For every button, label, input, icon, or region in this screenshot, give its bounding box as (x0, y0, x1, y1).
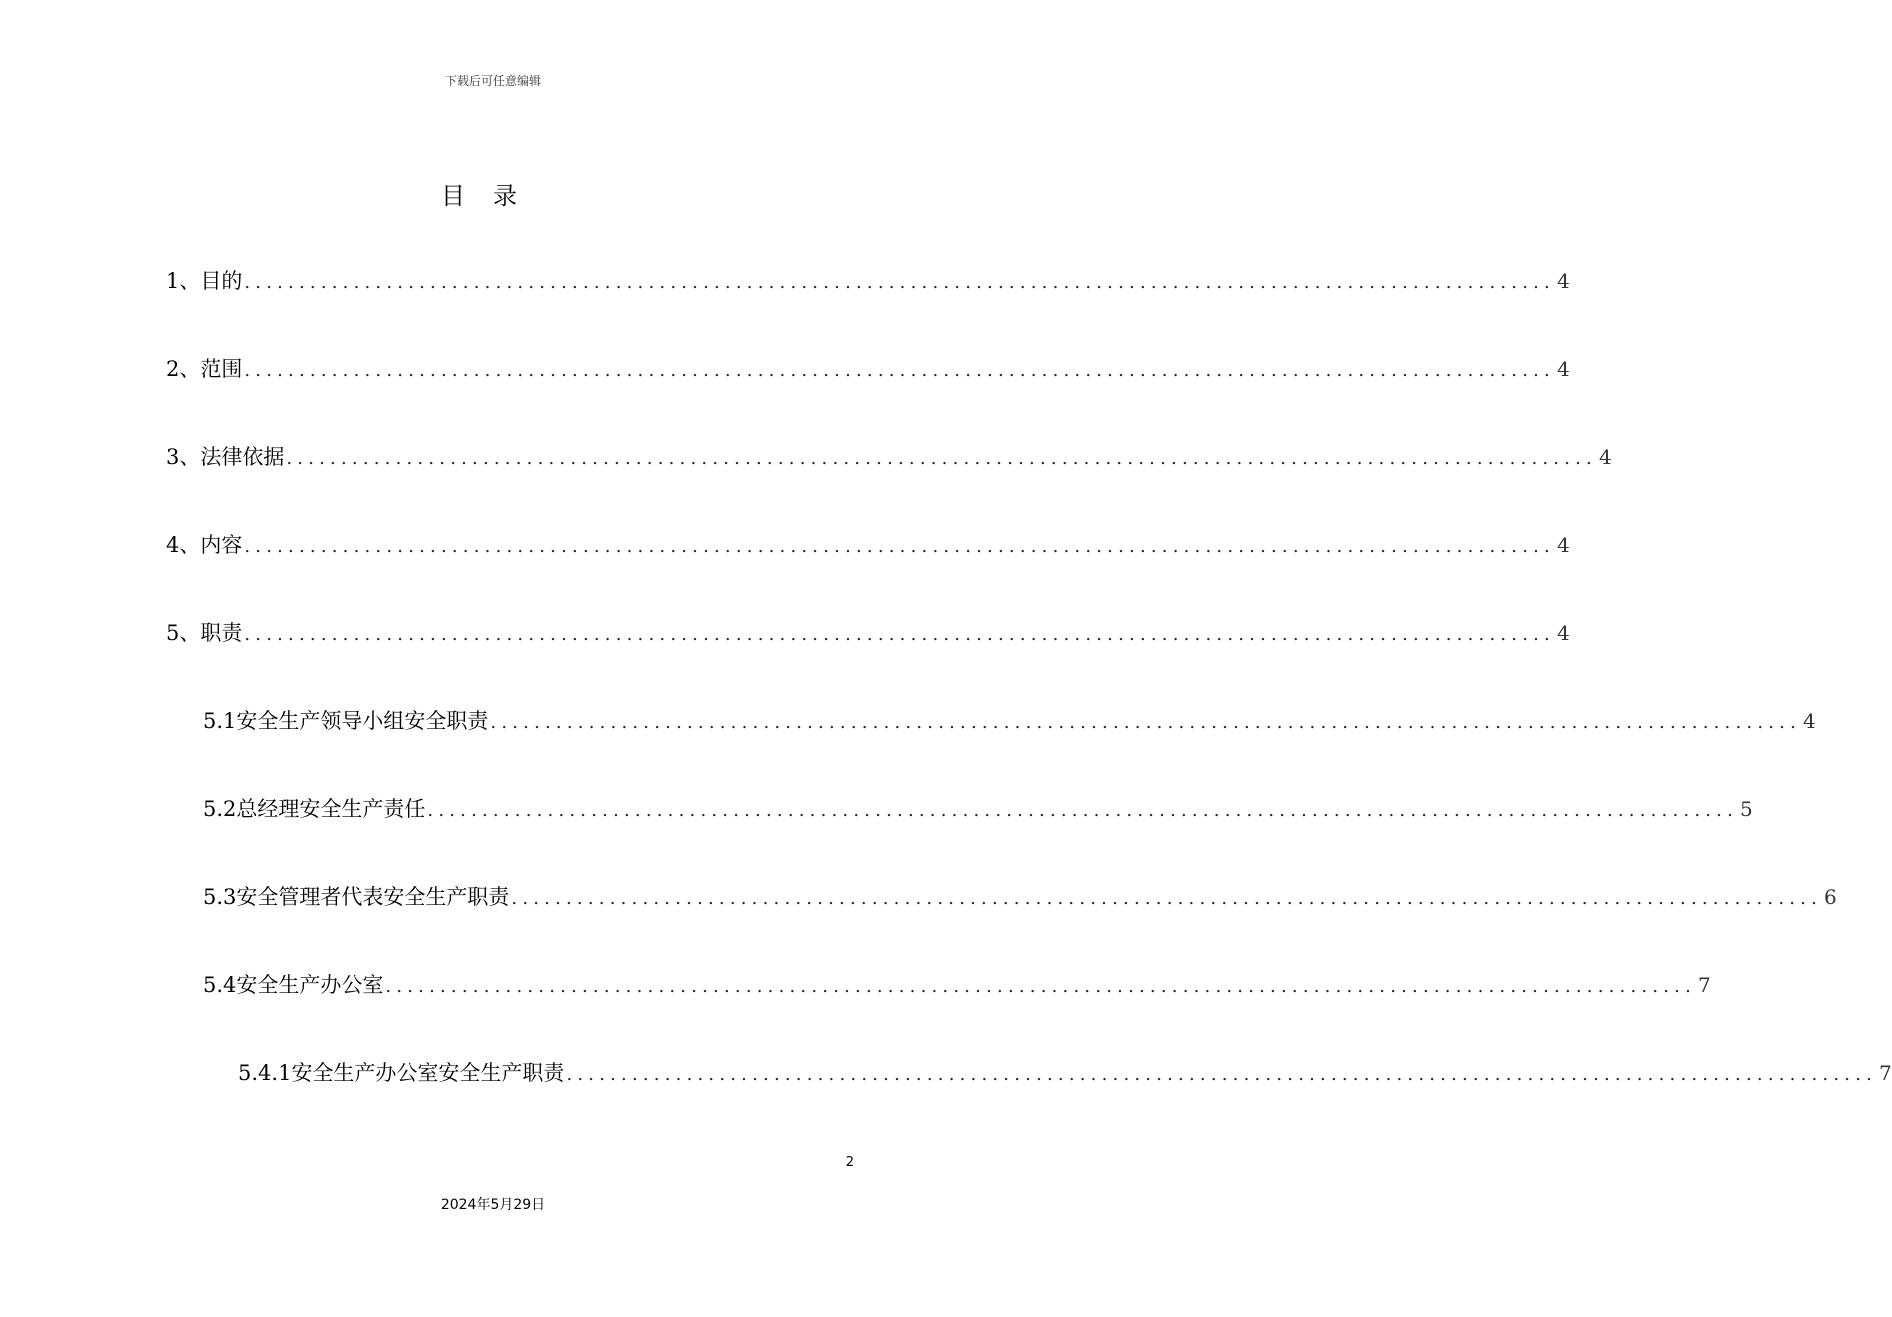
toc-entry[interactable] (166, 354, 1570, 384)
toc-entry-number: 4、 (166, 533, 201, 557)
toc-entry-text: 总经理安全生产责任 (236, 797, 426, 821)
toc-entry-label (203, 882, 509, 912)
toc-entry[interactable] (203, 970, 1711, 1000)
toc-leader-dots: ........................................................................................................................ (244, 624, 1555, 645)
toc-entry-number: 5.3 (203, 885, 237, 909)
toc-title: 目录 (441, 182, 545, 210)
toc-entry-page: 7 (1698, 973, 1711, 997)
toc-entry-text: 安全生产办公室 (236, 973, 384, 997)
toc-entry-text: 安全管理者代表安全生产职责 (236, 885, 510, 909)
toc-entry-page: 4 (1556, 621, 1570, 645)
toc-entry[interactable] (203, 794, 1753, 824)
toc-entry[interactable] (166, 442, 1612, 472)
toc-entry-label (166, 618, 242, 648)
toc-leader-dots: ........................................................................................................................ (385, 976, 1697, 997)
toc-leader-dots: ........................................................................................................................ (244, 272, 1555, 293)
header-note: 下载后可任意编辑 (444, 74, 541, 88)
toc-entry-number: 1、 (166, 269, 201, 293)
toc-leader-dots: ........................................................................................................................ (490, 712, 1802, 733)
toc-entry-number: 2、 (166, 357, 201, 381)
toc-entry-text: 安全生产办公室安全生产职责 (291, 1061, 565, 1085)
page-number: 2 (845, 1155, 854, 1170)
toc-entry-page: 4 (1598, 445, 1612, 469)
toc-leader-dots: ........................................................................................................................ (511, 888, 1823, 909)
toc-leader-dots: ........................................................................................................................ (286, 448, 1597, 469)
toc-entry-number: 3、 (166, 445, 201, 469)
toc-entry-page: 4 (1556, 357, 1570, 381)
toc-entry-page: 6 (1824, 885, 1837, 909)
toc-entry[interactable] (238, 1058, 1892, 1088)
footer-date: 2024年5月29日 (440, 1197, 546, 1213)
toc-leader-dots: ........................................................................................................................ (244, 360, 1555, 381)
toc-entry-text: 职责 (200, 621, 243, 645)
toc-entry-page: 4 (1803, 709, 1816, 733)
toc-entry-number: 5.4 (203, 973, 237, 997)
toc-entry[interactable] (166, 266, 1570, 296)
toc-entry-number: 5、 (166, 621, 201, 645)
toc-entry-page: 4 (1556, 533, 1570, 557)
toc-entry[interactable] (166, 618, 1570, 648)
toc-entry-text: 范围 (200, 357, 243, 381)
toc-leader-dots: ........................................................................................................................ (427, 800, 1739, 821)
toc-entry-text: 目的 (200, 269, 243, 293)
toc-entry-text: 法律依据 (200, 445, 285, 469)
toc-entry-label (166, 530, 242, 560)
toc-entry-page: 5 (1740, 797, 1753, 821)
toc-entry-number: 5.2 (203, 797, 237, 821)
toc-entry-text: 安全生产领导小组安全职责 (236, 709, 489, 733)
toc-entry-label (238, 1058, 564, 1088)
toc-entry-label (203, 706, 488, 736)
toc-entry-label (166, 354, 242, 384)
toc-entry-label (203, 794, 425, 824)
toc-entry-label (203, 970, 383, 1000)
toc-entry-number: 5.4.1 (238, 1061, 292, 1085)
toc-entry[interactable] (203, 706, 1816, 736)
toc-entry-page: 4 (1556, 269, 1570, 293)
toc-leader-dots: ........................................................................................................................ (566, 1064, 1878, 1085)
toc-entry-number: 5.1 (203, 709, 237, 733)
toc-entry[interactable] (203, 882, 1837, 912)
toc-entry-text: 内容 (200, 533, 243, 557)
toc-entry-label (166, 442, 284, 472)
toc-leader-dots: ........................................................................................................................ (244, 536, 1555, 557)
toc-entry-label (166, 266, 242, 296)
toc-entry-page: 7 (1879, 1061, 1892, 1085)
toc-entry[interactable] (166, 530, 1570, 560)
